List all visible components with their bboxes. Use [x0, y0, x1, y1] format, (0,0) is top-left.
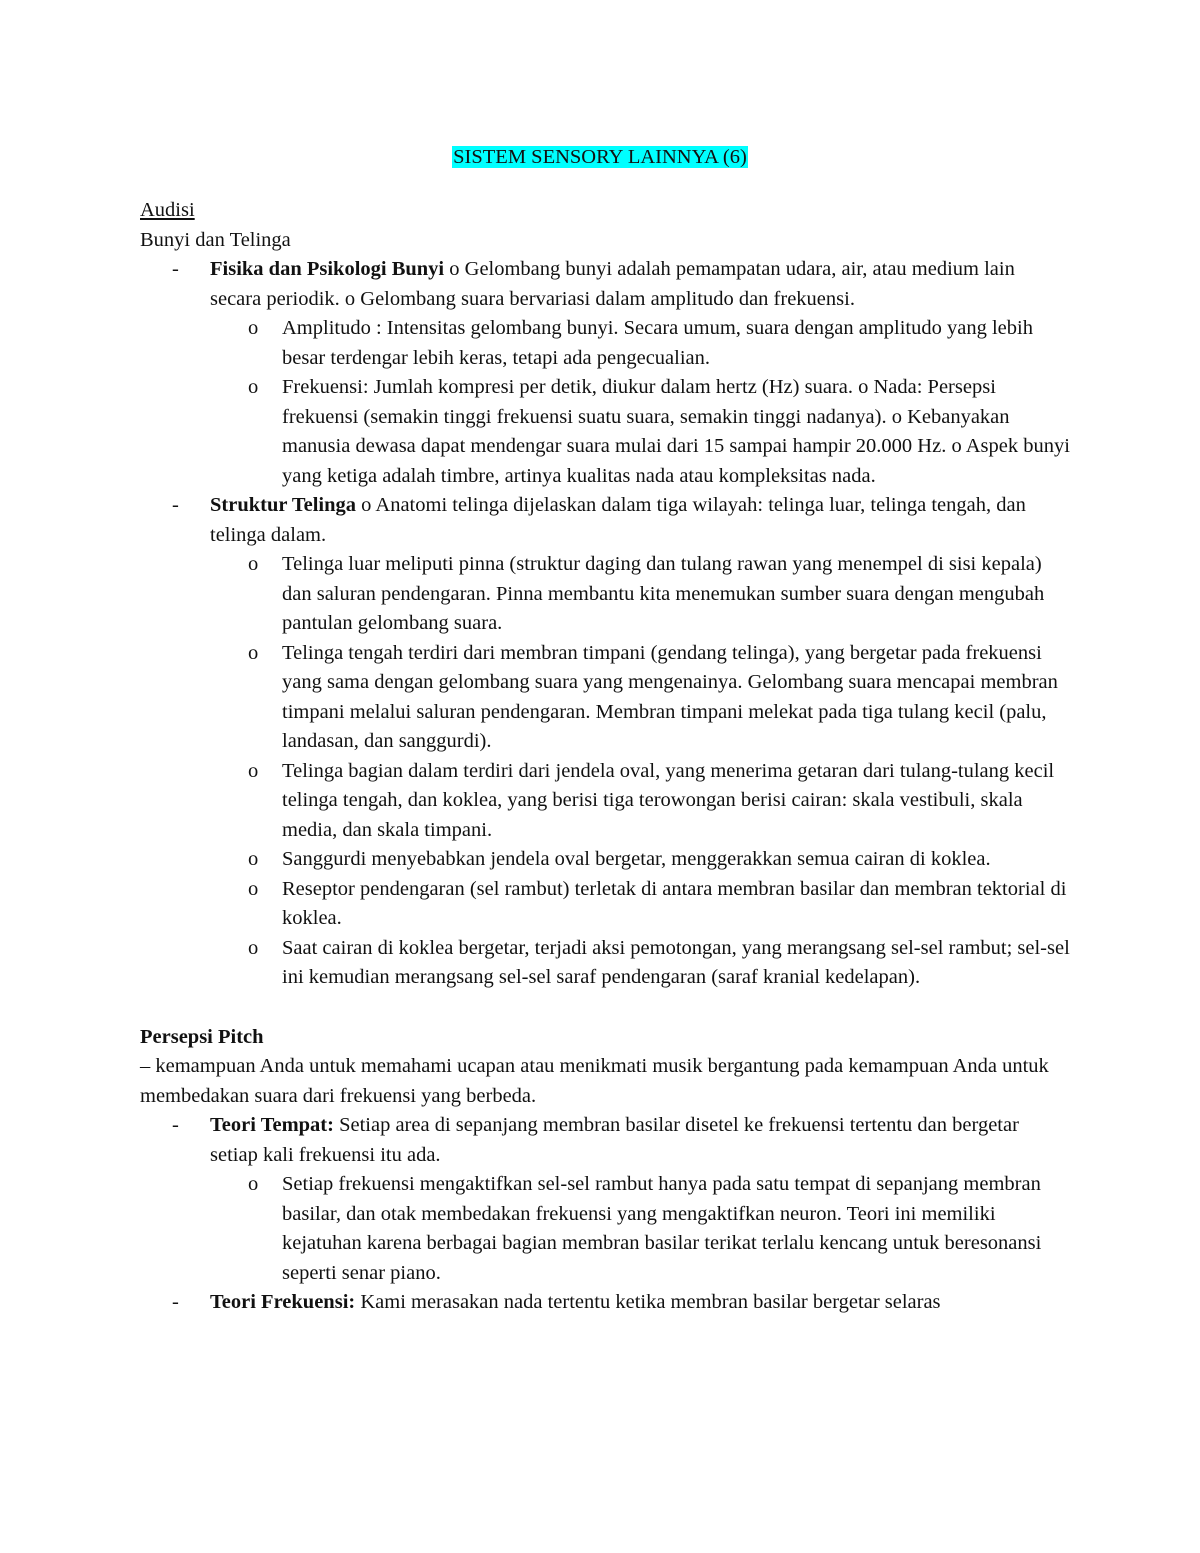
sub-list-item	[140, 1170, 1070, 1288]
sub-list-item	[140, 314, 1070, 373]
list-item-teori-tempat	[140, 1111, 1070, 1170]
sub-list-item	[140, 550, 1070, 639]
sub-list-item	[140, 875, 1070, 934]
sub-item-text: Reseptor pendengaran (sel rambut) terletak di antara membran basilar dan membran tektorial di koklea.	[282, 877, 1067, 929]
title-wrap	[0, 143, 1200, 173]
dash-bullet: -	[172, 1291, 179, 1313]
list-item-struktur-telinga	[140, 491, 1070, 550]
item-text: o Gelombang bunyi adalah pemampatan udara, air, atau medium lain secara periodik. o Gelombang suara bervariasi dalam amplitudo dan frekuensi.	[210, 258, 1015, 310]
sub-item-text: Sanggurdi menyebabkan jendela oval bergetar, menggerakkan semua cairan di koklea.	[282, 848, 991, 870]
section-heading-audisi: Audisi	[140, 199, 195, 221]
item-text: Kami merasakan nada tertentu ketika membran basilar bergetar selaras	[355, 1291, 941, 1313]
sub-item-text: Telinga bagian dalam terdiri dari jendela oval, yang menerima getaran dari tulang-tulang kecil telinga tengah, dan koklea, yang berisi tiga terowongan berisi cairan: skala vestibuli, skala media, dan skala timpani.	[282, 759, 1055, 841]
dash-bullet: -	[172, 1114, 179, 1136]
circle-bullet: o	[248, 317, 259, 339]
item-label: Teori Tempat:	[210, 1114, 334, 1136]
sub-item-text: Telinga tengah terdiri dari membran timpani (gendang telinga), yang bergetar pada frekuensi yang sama dengan gelombang suara yang mengenainya. Gelombang suara mencapai membran timpani melalui saluran pendengaran. Membran timpani melekat pada tiga tulang kecil (palu, landasan, dan sanggurdi).	[282, 641, 1058, 752]
document-content	[140, 196, 1070, 1318]
circle-bullet: o	[248, 877, 259, 900]
sub-item-text: Saat cairan di koklea bergetar, terjadi aksi pemotongan, yang merangsang sel-sel rambut; sel-sel ini kemudian merangsang sel-sel saraf pendengaran (saraf kranial kedelapan).	[282, 936, 1070, 988]
circle-bullet: o	[248, 1173, 259, 1195]
sub-list-item	[140, 845, 1070, 875]
sub-list-item	[140, 373, 1070, 491]
circle-bullet: o	[248, 759, 259, 782]
circle-bullet: o	[248, 936, 259, 959]
sub-item-text: Amplitudo : Intensitas gelombang bunyi. Secara umum, suara dengan amplitudo yang lebih besar terdengar lebih keras, tetapi ada pengecualian.	[282, 317, 1033, 369]
item-label: Fisika dan Psikologi Bunyi	[210, 258, 445, 280]
sub-list-item	[140, 934, 1070, 993]
list-item-teori-frekuensi	[140, 1288, 1070, 1318]
page-title: SISTEM SENSORY LAINNYA (6)	[453, 146, 747, 168]
sub-item-text: Frekuensi: Jumlah kompresi per detik, diukur dalam hertz (Hz) suara. o Nada: Persepsi frekuensi (semakin tinggi frekuensi suatu suara, semakin tinggi nadanya). o Kebanyakan manusia dewasa dapat mendengar suara mulai dari 15 sampai hampir 20.000 Hz. o Aspek bunyi yang ketiga adalah timbre, artinya kualitas nada atau kompleksitas nada.	[282, 376, 1070, 487]
dash-bullet: -	[172, 494, 179, 516]
dash-bullet: -	[172, 258, 179, 280]
item-label: Struktur Telinga	[210, 494, 357, 516]
sub-item-text: Setiap frekuensi mengaktifkan sel-sel rambut hanya pada satu tempat di sepanjang membran basilar, dan otak membedakan frekuensi yang mengaktifkan neuron. Teori ini memiliki kejatuhan karena berbagai bagian membran basilar terikat terlalu kencang untuk beresonansi seperti senar piano.	[282, 1173, 1042, 1284]
list-item-fisika-psikologi	[140, 255, 1070, 314]
sub-item-text: Telinga luar meliputi pinna (struktur daging dan tulang rawan yang menempel di sisi kepala) dan saluran pendengaran. Pinna membantu kita menemukan sumber suara dengan mengubah pantulan gelombang suara.	[282, 553, 1045, 634]
item-label: Teori Frekuensi:	[210, 1291, 356, 1313]
subheading-bunyi-telinga: Bunyi dan Telinga	[140, 228, 291, 251]
circle-bullet: o	[248, 641, 259, 664]
item-text: o Anatomi telinga dijelaskan dalam tiga wilayah: telinga luar, telinga tengah, dan telinga dalam.	[210, 494, 1026, 546]
sub-list-item	[140, 639, 1070, 757]
circle-bullet: o	[248, 553, 259, 575]
circle-bullet: o	[248, 376, 259, 398]
circle-bullet: o	[248, 848, 259, 870]
section-heading-persepsi-pitch: Persepsi Pitch	[140, 1025, 264, 1048]
paragraph-gap	[140, 993, 1070, 1023]
item-text: Setiap area di sepanjang membran basilar disetel ke frekuensi tertentu dan bergetar setiap kali frekuensi itu ada.	[210, 1114, 1019, 1166]
sub-list-item	[140, 757, 1070, 846]
pitch-intro-paragraph: – kemampuan Anda untuk memahami ucapan atau menikmati musik bergantung pada kemampuan Anda untuk membedakan suara dari frekuensi yang berbeda.	[140, 1055, 1049, 1107]
